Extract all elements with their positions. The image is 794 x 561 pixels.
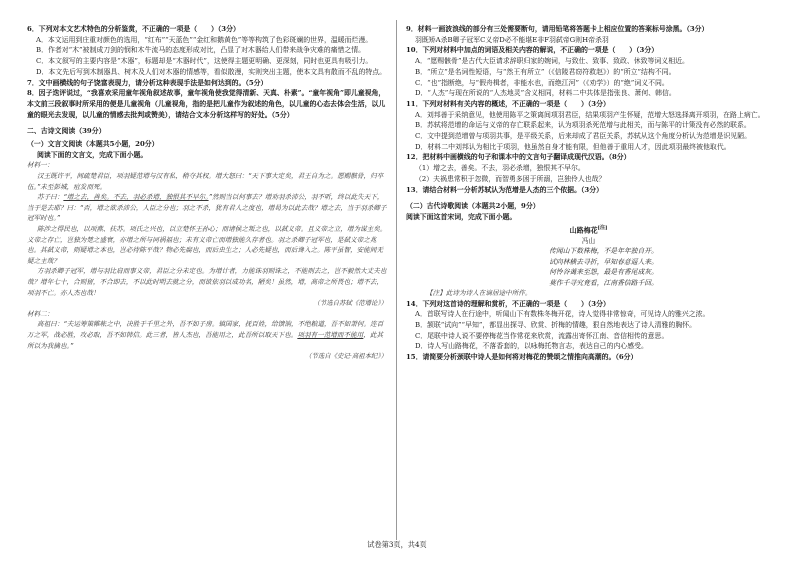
q10-option-a: A．“愿赐骸骨”是古代大臣请求辞职归家的婉词，与致仕、致事、致政、休致等词义相近。 [415,57,689,66]
underlined-phrase: 项羽有一范增而不能用 [297,330,364,339]
para-2-lead: 苏子曰： [37,193,64,202]
q6-option-a: A．本文运用到庄重对颜色的选用，“红布”“天蓝色”“金红和鹅黄色”等等构筑了色彩斑斓的世界，温暖而烂漫。 [36,35,373,44]
subsection-wenyan: （一）文言文阅读（本题共5小题，20分） [27,140,159,149]
section-classical: 二、古诗文阅读（39分） [27,127,106,136]
poem-line: 莫作千寻究竟看，江南香信路千回。 [549,278,658,287]
material-one-para-1: 汉王既许平，间疏楚君臣，项羽疑范增与汉有私，稍夺其权。增大怒曰：“天下事大定矣，君王自为之。愿赐骸骨，归卒伍。”未至彭城，疽发而死。 [27,172,384,191]
q11-option-b: B．苏轼将范增的命运与义帝的存亡联系起来，认为项羽杀死范增与此相关，而与陈平的计策没有必然的联系。 [415,121,751,130]
q10-option-b: B．“所立”是名词性短语，与“然王有所立”（《信陵君窃符救赵》）的“所立”结构不同。 [415,67,676,76]
reading-instruction: 阅读下面的文言文，完成下面小题。 [37,150,148,159]
gaozu-quote: 高祖曰：“夫运筹策帷帐之中，决胜于千里之外，吾不如子房。镇国家，抚百姓，给馈饷，不绝粮道，吾不如萧何。连百万之军，战必胜，攻必取，吾不如韩信。此三者，皆人杰也，吾能用之，此吾所以取天下也。 [27,320,384,339]
question-7: 7．文中画横线的句子饶富表现力，请分析这种表现手法是如何达到的。（5分） [27,78,268,87]
poetry-instruction: 阅读下面这首宋词，完成下面小题。 [406,212,517,221]
underlined-sentence: “增之去，善矣。不去，羽必杀增，独恨其不早尔。 [63,193,209,202]
passage-material-one [27,160,387,361]
q14-option-c: C．尾联中诗人说不要停梅花当作常花来欣赏，流露出寄怀江南、音信相传的意思。 [415,331,669,340]
q11-option-a: A．刘邦善于采纳意见，他使用陈平之策离间项羽君臣，结果项羽产生怀疑，范增大怒选择离开项羽，在路上病亡。 [415,110,765,119]
material-one-para-3: 陈涉之得民也，以项燕、扶苏。项氏之兴也，以立楚怀王孙心；而诸侯之叛之也，以弑义帝。且义帝之立，增为谋主矣。义帝之存亡，岂独为楚之盛衰，亦增之所与同祸福也；未有义帝亡而增独能久存者也。羽之杀卿子冠军也，是弑义帝之兆也。其弑义帝，则疑增之本也，岂必待陈平哉？物必先腐也，而后虫生之；人必先疑也，而后谗入之。陈平虽智，安能间无疑之主哉？ [27,225,387,265]
right-column [406,24,771,363]
question-13: 13．请结合材料一分析苏轼认为范增是人杰的三个依据。（3分） [406,185,603,194]
poem-line: 传闻山下数株梅，不是年年独自开。 [549,247,658,256]
gaozu-quote-end: ，此其所以为我擒也。” [27,330,384,350]
question-14: 14．下列对这首诗的理解和赏析，不正确的一项是（ ）（3分） [406,299,610,308]
q12-sentence-2: （2）夫祸患常积于忽微，而智勇多困于所溺，岂独伶人也哉？ [415,174,606,183]
poem-line: 何怜谷蔼来至怨，最是有香尾成灰。 [549,268,658,277]
page-footer: 试卷第3页，共4页 [367,540,427,549]
para-2-rest: ”然则当以何事去？增劝羽杀沛公，羽不听，终以此失天下，当于是去耶？曰：“否，增之欲杀沛公，人臣之分也；羽之不杀，犹有君人之度也，增曷为以此去哉？增之去，当于羽杀卿子冠军时也。” [27,193,387,223]
q9-options: 羽既矫A杀B卿子冠军C义帝D必不能堪E非F羽弑帝G则H帝杀羽 [415,35,609,44]
material-one-label: 材料一： [27,161,54,170]
source-su-shi: （节选自苏轼《范增论》） [313,299,387,308]
poem-body [406,246,771,288]
q11-option-d: D．材料二中刘邦认为相比于项羽，他虽然自身才能有限，但他善于重用人才，因此项羽最终被他取代。 [415,142,731,151]
question-15: 15．请简要分析颈联中诗人是如何将对梅花的赞颂之情推向高潮的。（6分） [406,353,638,362]
q10-option-c: C．“也”指断绝，与“假舟楫者，非能水也，而绝江河”（《劝学》）的“绝”词义不同。 [415,78,669,87]
column-divider [396,20,397,540]
question-6: 6．下列对本文艺术特色的分析鉴赏，不正确的一项是（ ）（3分） [27,25,240,33]
q14-option-d: D．诗人写山路梅花，不落香套的，以咏梅托物言志，表达自己的内心感受。 [415,342,648,351]
source-shiji: （节选自《史记·高祖本纪》） [305,352,387,361]
material-one-para-4: 方羽杀卿子冠军，增与羽比肩而事义帝，君臣之分未定也。为增计者，力能诛羽则诛之，不能则去之，岂不毅然大丈夫也哉？增年七十，合则留，不合即去，不以此时明去就之分，而欲依羽以成功名，陋矣！虽然，增，高帝之所畏也；增不去，项羽不亡。亦人杰也哉！ [27,267,387,297]
question-12: 12．把材料中画横线的句子和课本中的文言句子翻译成现代汉语。（8分） [406,153,631,162]
q14-option-b: B．颔联“试向”“早知”，都显出探寻、欣赏、折梅的情趣，狠自然地表达了诗人清雅的胸怀。 [415,321,696,330]
question-11: 11．下列对材料有关内容的概述，不正确的一项是（ ）（3分） [406,99,610,108]
material-one-para-2 [27,192,387,224]
material-two-para [27,319,387,351]
poem-title [406,223,771,236]
left-column [27,24,387,362]
poem-author: 冯山 [581,236,596,245]
question-10: 10．下列对材料中加点的词语及相关内容的解说，不正确的一项是（ ）（3分） [406,46,659,55]
subsection-poetry: （二）古代诗歌阅读（本题共2小题，9分） [406,202,540,211]
q6-option-d: D．本文先后写到木制器具、树木及人们对木器的情感等，看似散漫，实则突出主题，使本文具有散而不乱的特点。 [36,67,387,76]
q11-option-c: C．文中提到范增曾与项羽共事，是平级关系，后来却成了君臣关系，苏轼从这个角度分析认为范增是识见陋。 [415,132,752,141]
poem-title-text: 山路梅花 [569,224,598,234]
material-two-label: 材料二： [27,309,54,318]
q6-option-b: B．作者对“木”被制成刀剑的悯和木牛流马的态度形成对比，凸显了对木器给人们带来战争灾难的痛惜之情。 [36,46,366,55]
question-9: 9．材料一画波浪线的部分有三处需要断句，请用铅笔将答题卡上相应位置的答案标号涂黑。（3分） [406,25,709,33]
q14-option-a: A．首联写诗人在行途中，听闻山下有数株冬梅开花，诗人觉得非常惊奇，可见诗人的雅兴之浓。 [415,310,710,319]
poem-line: 试向林横去寻折，早知春意逼人来。 [549,257,658,266]
poem-note-mark: [注] [597,224,608,231]
poem-note: 【注】此诗为诗人在谪居途中所作。 [426,289,532,298]
question-8: 8．因子迭评说过，“我喜欢采用童年视角叙述故事，童年视角使我觉得清新、天真、朴素”。“童年视角”即儿童视角，本文前三段叙事时所采用的便是儿童视角（儿童视角，指的是把儿童作为叙述的角色，以儿童的心态去体会生活，以儿童的眼光去发现，以儿童的情感去批判或赞美），请结合文本分析这样写的好处。（5分） [27,89,386,119]
q6-option-c: C．本文叙写的主要内容是“木器”，标题却是“木器时代”，这使得主题更明确、更深刻，同时也更具有吸引力。 [36,57,373,66]
q10-option-d: D．“人杰”与现在所说的“人杰地灵”含义相同，材料二中共体是指张良、萧何、韩信。 [415,89,676,98]
q12-sentence-1: （1）增之去，善矣。不去，羽必杀增，独恨其不早尔。 [415,164,585,173]
